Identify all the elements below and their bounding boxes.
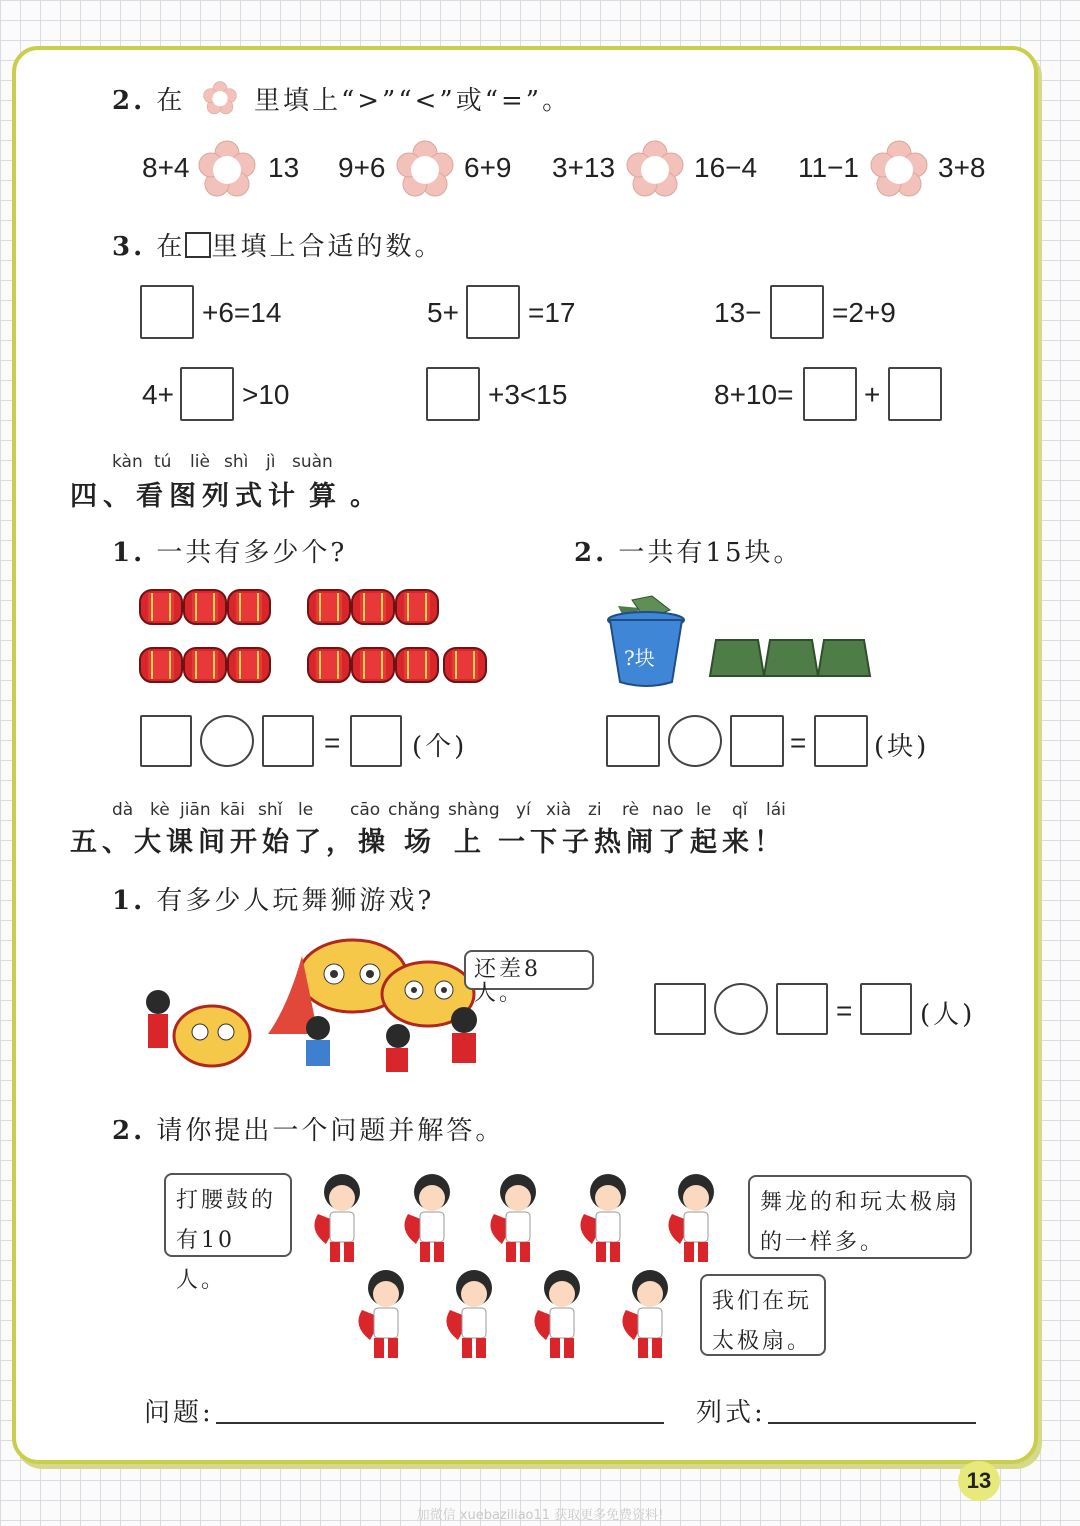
flower-blank-1[interactable] xyxy=(198,140,256,198)
answer-box[interactable] xyxy=(814,715,868,767)
speech-bubble: 还差8人。 xyxy=(464,950,594,990)
answer-box[interactable] xyxy=(140,285,194,339)
bucket-illustration xyxy=(606,586,876,690)
drums-illustration xyxy=(138,586,498,690)
flower-blank-4[interactable] xyxy=(870,140,928,198)
formula-label: 列式: xyxy=(696,1398,766,1428)
q3-expr-d1: 4+ xyxy=(142,379,174,410)
q3-expr-d2: >10 xyxy=(242,379,290,410)
equals-sign: = xyxy=(790,727,807,758)
compare-right-2: 6+9 xyxy=(464,152,512,183)
section5-pinyin: dà kè jiān kāi shǐ le cāo chǎng shàng yí xià zi rè nao le qǐ lái xyxy=(112,800,786,820)
compare-right-1: 13 xyxy=(268,152,300,183)
unit-label: (块) xyxy=(874,732,930,762)
pinyin-shi: shì xyxy=(224,452,249,472)
answer-box[interactable] xyxy=(606,715,660,767)
q3-instruction: 3. 在 里填上合适的数。 xyxy=(112,232,444,262)
flower-blank-3[interactable] xyxy=(626,140,684,198)
q2-instruction: 2. 在 里填上“>”“<”或“=”。 xyxy=(112,80,571,117)
lion-dance-illustration xyxy=(138,936,488,1076)
compare-left-2: 9+6 xyxy=(338,152,386,183)
compare-left-3: 3+13 xyxy=(552,152,616,183)
unit-label: (个) xyxy=(412,732,468,762)
pinyin-kan: kàn xyxy=(112,452,143,472)
equals-sign: = xyxy=(324,727,341,758)
equals-sign: = xyxy=(836,995,853,1026)
compare-right-3: 16−4 xyxy=(694,152,758,183)
answer-box[interactable] xyxy=(776,983,828,1035)
compare-left-4: 11−1 xyxy=(798,152,859,183)
s5-q1-title: 1. 有多少人玩舞狮游戏? xyxy=(112,886,435,916)
formula-answer-line[interactable] xyxy=(768,1422,976,1424)
q3-expr-c2: =2+9 xyxy=(832,297,896,328)
pinyin-tu: tú xyxy=(154,452,172,472)
answer-box[interactable] xyxy=(180,367,234,421)
pinyin-lie: liè xyxy=(190,452,210,472)
page-number: 13 xyxy=(958,1461,1000,1501)
pinyin-ji: jì xyxy=(266,452,276,472)
q3-expr-c1: 13− xyxy=(714,297,762,328)
operator-circle[interactable] xyxy=(200,715,254,767)
s4-q2-title: 2. 一共有15块。 xyxy=(574,538,803,568)
pinyin-suan: suàn xyxy=(292,452,333,472)
compare-left-1: 8+4 xyxy=(142,152,190,183)
answer-box[interactable] xyxy=(888,367,942,421)
section4-title: 四、看图列式计 算 。 xyxy=(70,481,383,512)
operator-circle[interactable] xyxy=(668,715,722,767)
answer-box[interactable] xyxy=(426,367,480,421)
answer-box[interactable] xyxy=(803,367,857,421)
question-label: 问题: xyxy=(144,1398,214,1428)
q3-expr-e: +3<15 xyxy=(488,379,568,410)
q3-expr-b2: =17 xyxy=(528,297,576,328)
s5-q2-title: 2. 请你提出一个问题并解答。 xyxy=(112,1116,505,1146)
section5-title: 五、大课间开始了，操 场 上 一下子热闹了起来！ xyxy=(70,827,786,858)
unit-label: (人) xyxy=(920,1000,976,1030)
answer-box[interactable] xyxy=(770,285,824,339)
speech-bubble-taiji: 我们在玩 太极扇。 xyxy=(700,1274,826,1356)
children-illustration xyxy=(310,1166,730,1360)
q3-expr-a: +6=14 xyxy=(202,297,282,328)
answer-box[interactable] xyxy=(262,715,314,767)
answer-box[interactable] xyxy=(654,983,706,1035)
watermark: 加微信 xuebaziliao11 获取更多免费资料! xyxy=(416,1508,664,1523)
speech-bubble-dragon: 舞龙的和玩太极扇 的一样多。 xyxy=(748,1175,972,1259)
q3-expr-b1: 5+ xyxy=(427,297,459,328)
question-answer-line[interactable] xyxy=(216,1422,664,1424)
q3-expr-f1: 8+10= xyxy=(714,379,794,410)
operator-circle[interactable] xyxy=(714,983,768,1035)
box-icon xyxy=(185,232,211,258)
flower-icon xyxy=(203,81,237,115)
answer-box[interactable] xyxy=(140,715,192,767)
bucket-label: ?块 xyxy=(624,646,655,670)
flower-blank-2[interactable] xyxy=(396,140,454,198)
answer-box[interactable] xyxy=(466,285,520,339)
answer-box[interactable] xyxy=(350,715,402,767)
answer-box[interactable] xyxy=(730,715,784,767)
compare-right-4: 3+8 xyxy=(938,152,986,183)
speech-bubble-drum: 打腰鼓的 有10人。 xyxy=(164,1173,292,1257)
s4-q1-title: 1. 一共有多少个? xyxy=(112,538,348,568)
q3-expr-f2: + xyxy=(864,379,881,410)
answer-box[interactable] xyxy=(860,983,912,1035)
